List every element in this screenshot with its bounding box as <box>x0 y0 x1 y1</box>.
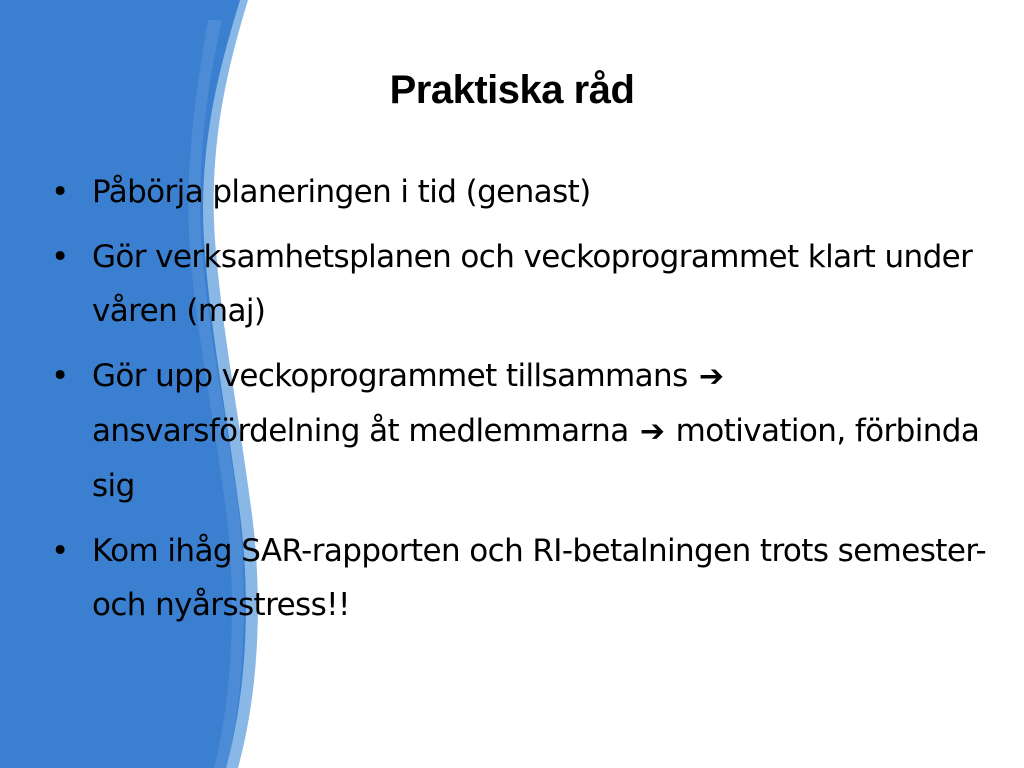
bullet-text-part-3: motivation, förbinda sig <box>92 413 980 504</box>
bullet-text: Kom ihåg SAR-rapporten och RI-betalningen trots semester- och nyårsstress!! <box>92 533 987 623</box>
right-arrow-icon: ➔ <box>698 359 724 394</box>
bullet-text-part-1: Gör upp veckoprogrammet tillsammans <box>92 358 688 394</box>
slide-title: Praktiska råd <box>389 68 635 112</box>
bullet-dot: • <box>51 239 69 275</box>
bullet-list <box>48 165 988 643</box>
bullet-text: Påbörja planeringen i tid (genast) <box>92 174 591 210</box>
bullet-dot: • <box>51 174 69 210</box>
bullet-dot: • <box>51 533 69 569</box>
bullet-dot: • <box>51 358 69 394</box>
bullet-item <box>48 349 988 513</box>
bullet-text: Gör verksamhetsplanen och veckoprogrammet klart under våren (maj) <box>92 239 973 329</box>
bullet-text-part-2: ansvarsfördelning åt medlemmarna <box>92 413 629 449</box>
bullet-item <box>48 165 988 219</box>
bullet-item <box>48 230 988 338</box>
bullet-item <box>48 524 988 632</box>
right-arrow-icon: ➔ <box>639 414 665 449</box>
